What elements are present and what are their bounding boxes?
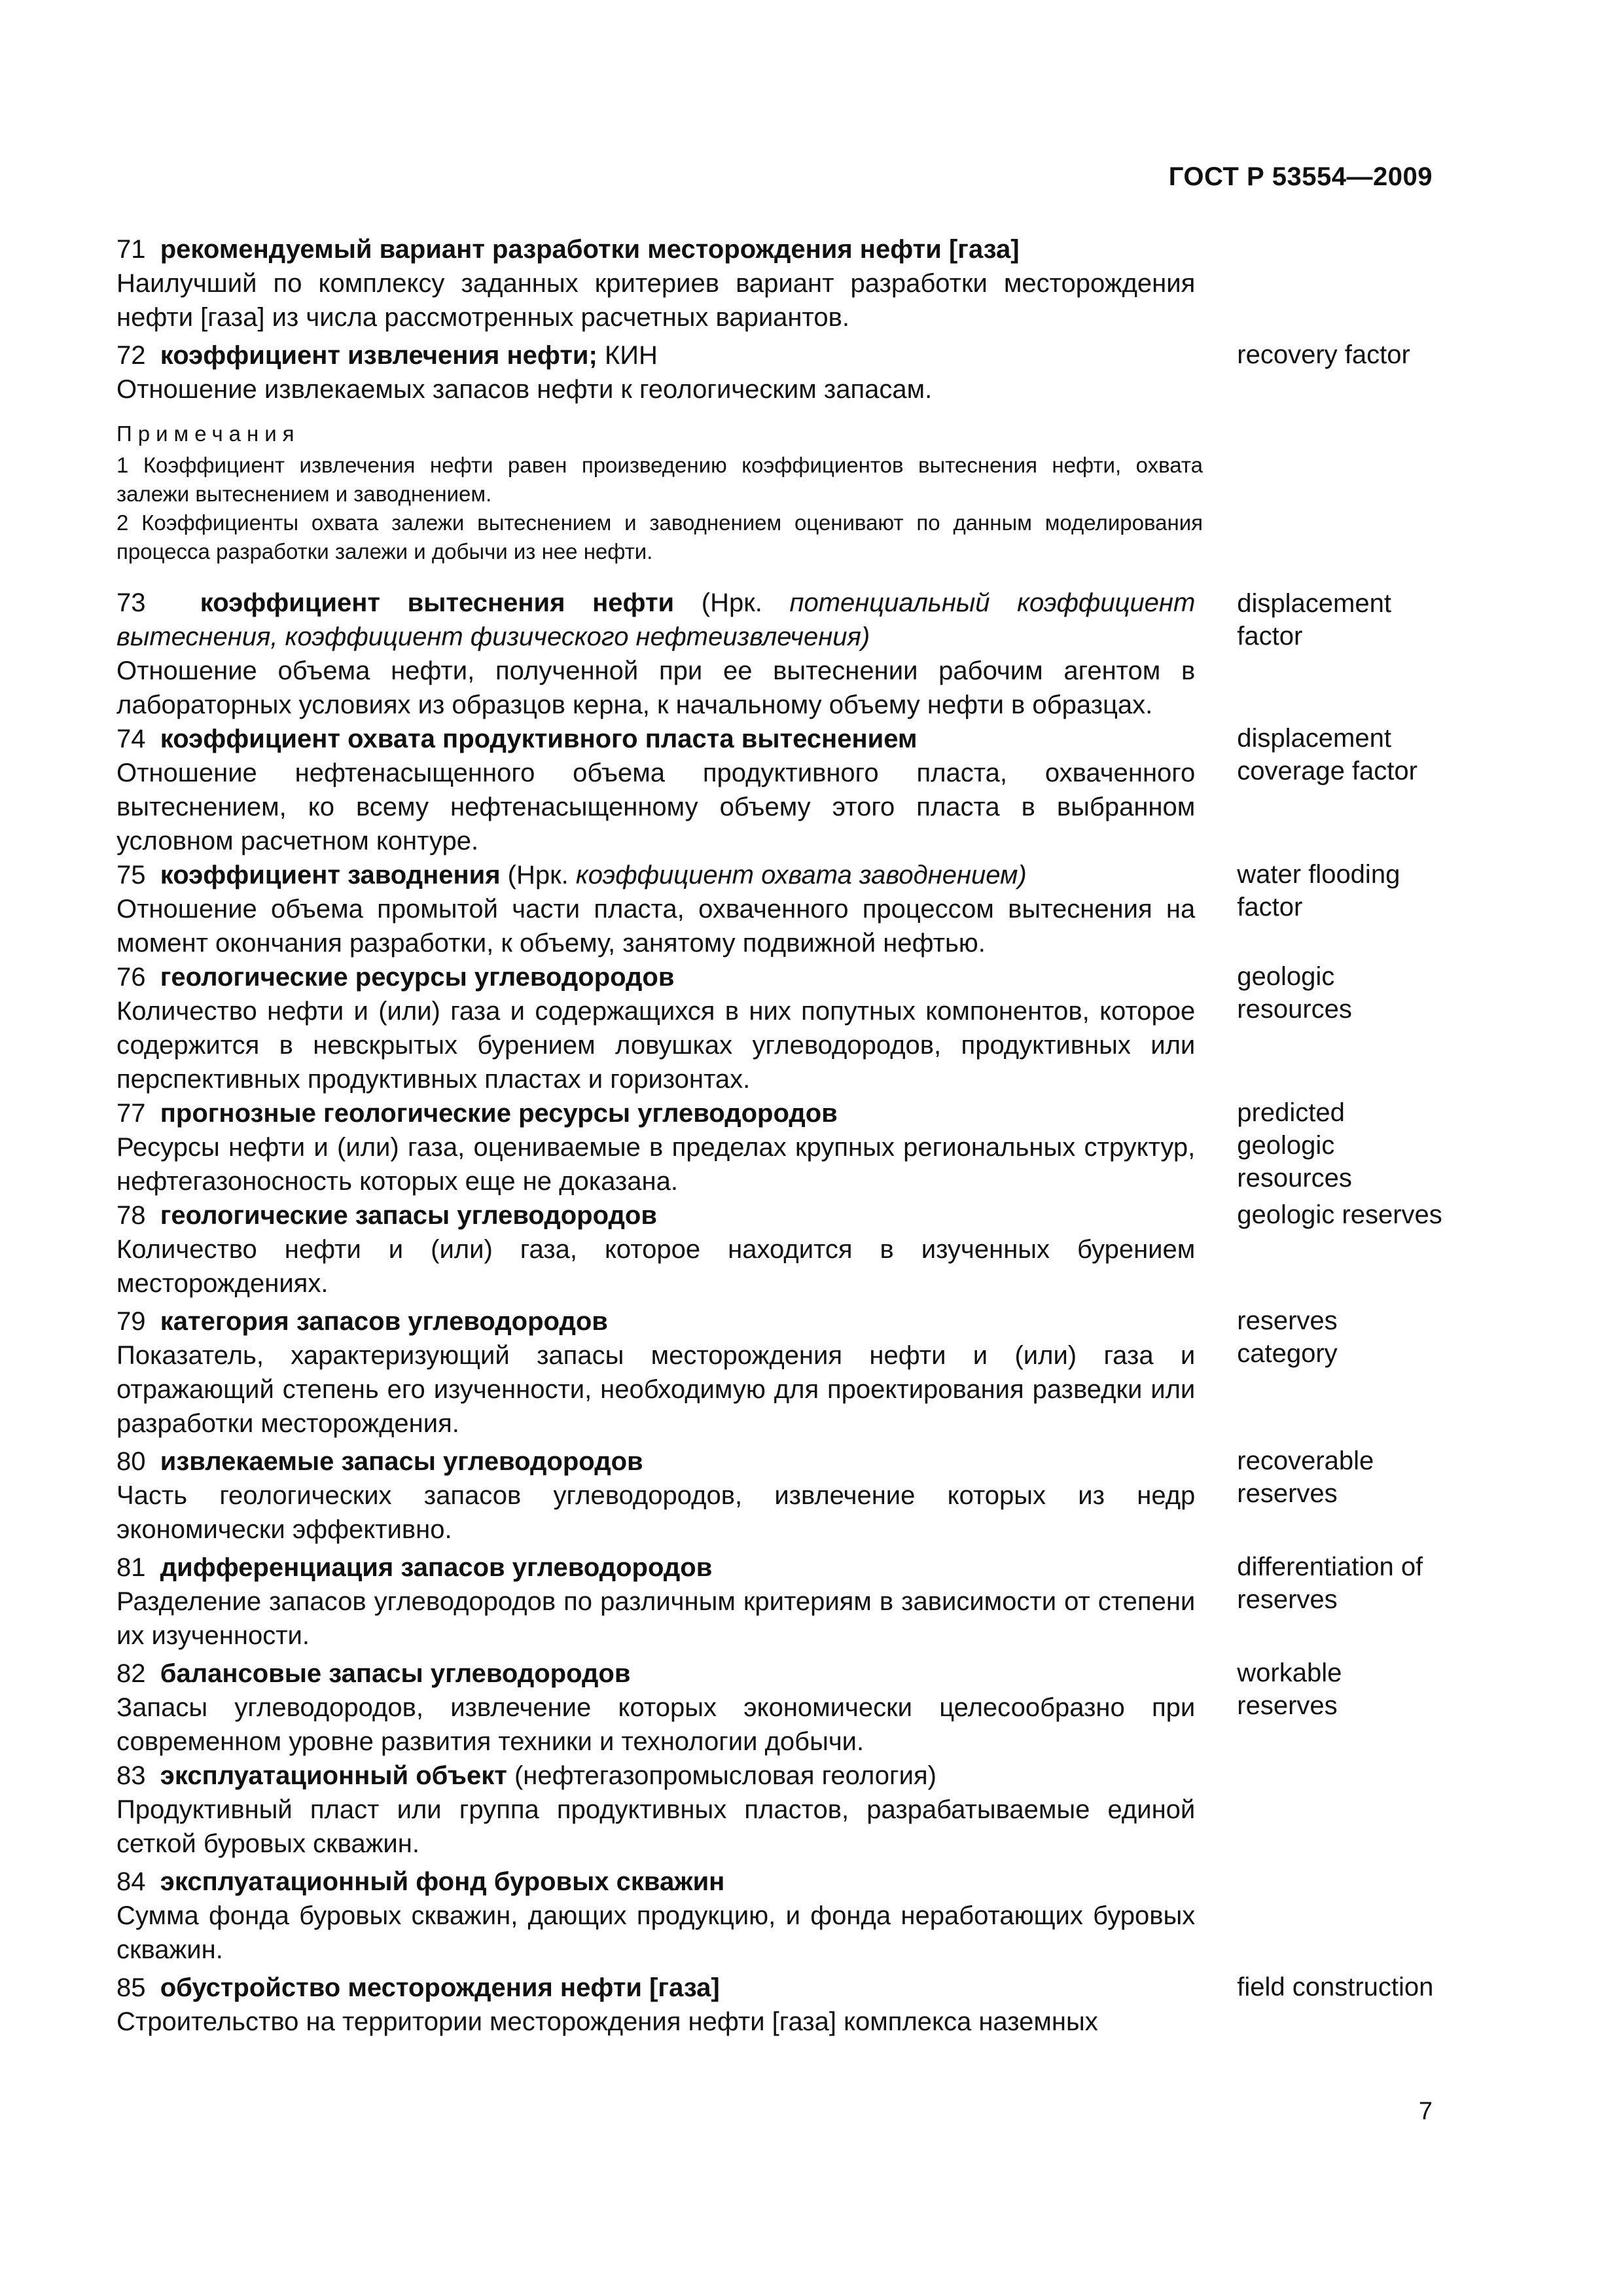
english-equivalent: displacement coverage factor xyxy=(1237,724,1418,785)
term-definition: Часть геологических запасов углеводородов, извлечение которых из недр экономически эффективно. xyxy=(116,1481,1196,1544)
term-number: 85 xyxy=(116,1973,146,2002)
note-item-1: 1 Коэффициент извлечения нефти равен произведению коэффициентов вытеснения нефти, охвата залежи вытеснением и заводнением. xyxy=(116,453,1203,506)
term-definition: Отношение объема нефти, полученной при ее вытеснении рабочим агентом в лабораторных условиях из образцов керна, к начальному объему нефти в образцах. xyxy=(116,656,1196,719)
term-entry-75 xyxy=(116,858,1445,960)
term-entry-78 xyxy=(116,1198,1445,1300)
term-not-recommended-prefix: (Нрк. xyxy=(674,588,790,617)
english-equivalent: displacement factor xyxy=(1237,589,1391,651)
notes-heading: Примечания xyxy=(116,422,300,446)
term-number: 84 xyxy=(116,1867,146,1896)
term-number: 76 xyxy=(116,963,146,992)
term-title: геологические запасы углеводородов xyxy=(160,1201,657,1230)
english-equivalent: water flooding factor xyxy=(1237,860,1400,922)
term-number: 73 xyxy=(116,588,146,617)
term-domain: (нефтегазопромысловая геология) xyxy=(507,1761,936,1790)
term-number: 78 xyxy=(116,1201,146,1230)
english-equivalent: recoverable reserves xyxy=(1237,1446,1374,1508)
term-number: 79 xyxy=(116,1307,146,1336)
term-number: 74 xyxy=(116,725,146,753)
term-not-recommended: потенциальный коэффициент вытеснения, коэффициент физического нефтеизвлечения) xyxy=(116,588,1196,651)
term-title: коэффициент извлечения нефти; xyxy=(160,341,597,370)
term-title: геологические ресурсы углеводородов xyxy=(160,963,675,992)
term-entry-80 xyxy=(116,1444,1445,1547)
term-number: 80 xyxy=(116,1447,146,1476)
term-title: коэффициент заводнения xyxy=(160,861,501,889)
term-title: коэффициент вытеснения нефти xyxy=(200,588,675,617)
english-equivalent: workable reserves xyxy=(1237,1659,1342,1720)
document-header: ГОСТ Р 53554—2009 xyxy=(1168,162,1433,191)
term-definition: Разделение запасов углеводородов по различным критериям в зависимости от степени их изученности. xyxy=(116,1587,1196,1650)
english-equivalent: field construction xyxy=(1237,1973,1434,2001)
term-title: дифференциация запасов углеводородов xyxy=(160,1553,713,1582)
english-equivalent: geologic resources xyxy=(1237,962,1352,1024)
term-definition: Запасы углеводородов, извлечение которых экономически целесообразно при современном уровне развития техники и технологии добычи. xyxy=(116,1693,1196,1756)
term-entry-79 xyxy=(116,1304,1445,1441)
term-entry-77 xyxy=(116,1096,1445,1198)
term-definition: Наилучший по комплексу заданных критериев вариант разработки месторождения нефти [газа] из числа рассмотренных расчетных вариантов. xyxy=(116,269,1196,332)
term-title: извлекаемые запасы углеводородов xyxy=(160,1447,643,1476)
term-number: 75 xyxy=(116,861,146,889)
english-equivalent: geologic reserves xyxy=(1237,1200,1442,1229)
english-equivalent: differentiation of reserves xyxy=(1237,1552,1423,1614)
term-title: обустройство месторождения нефти [газа] xyxy=(160,1973,720,2002)
term-title: рекомендуемый вариант разработки месторождения нефти [газа] xyxy=(160,235,1020,264)
term-definition: Продуктивный пласт или группа продуктивных пластов, разрабатываемые единой сеткой буровых скважин. xyxy=(116,1795,1196,1858)
term-number: 71 xyxy=(116,235,146,264)
term-abbreviation: КИН xyxy=(597,341,658,370)
term-not-recommended-prefix: (Нрк. xyxy=(500,861,576,889)
term-entry-83 xyxy=(116,1759,1445,1861)
term-number: 82 xyxy=(116,1659,146,1688)
term-number: 83 xyxy=(116,1761,146,1790)
term-entry-71 xyxy=(116,232,1445,334)
term-entry-76 xyxy=(116,960,1445,1096)
term-definition: Показатель, характеризующий запасы месторождения нефти и (или) газа и отражающий степень его изученности, необходимую для проектирования разведки или разработки месторождения. xyxy=(116,1341,1196,1438)
term-definition: Отношение извлекаемых запасов нефти к геологическим запасам. xyxy=(116,375,933,404)
term-number: 72 xyxy=(116,341,146,370)
page-number: 7 xyxy=(1418,2098,1433,2125)
term-definition: Сумма фонда буровых скважин, дающих продукцию, и фонда неработающих буровых скважин. xyxy=(116,1901,1196,1964)
term-definition: Ресурсы нефти и (или) газа, оцениваемые в пределах крупных региональных структур, нефтегазоносность которых еще не доказана. xyxy=(116,1133,1196,1196)
term-title: эксплуатационный фонд буровых скважин xyxy=(160,1867,725,1896)
term-number: 81 xyxy=(116,1553,146,1582)
term-entry-82 xyxy=(116,1657,1445,1759)
term-entry-84 xyxy=(116,1865,1445,1967)
term-definition: Отношение нефтенасыщенного объема продуктивного пласта, охваченного вытеснением, ко всему нефтенасыщенному объему этого пласта в выбранном условном расчетном контуре. xyxy=(116,759,1196,855)
note-item-2: 2 Коэффициенты охвата залежи вытеснением и заводнением оценивают по данным моделирования процесса разработки залежи и добычи из нее нефти. xyxy=(116,511,1203,564)
term-entry-85 xyxy=(116,1971,1445,2039)
term-definition: Количество нефти и (или) газа и содержащихся в них попутных компонентов, которое содержится в невскрытых бурением ловушках углеводородов, продуктивных или перспективных продуктивных пластах и горизонтах. xyxy=(116,997,1196,1094)
term-title: категория запасов углеводородов xyxy=(160,1307,608,1336)
term-not-recommended: коэффициент охвата заводнением) xyxy=(575,861,1027,889)
term-entry-72 xyxy=(116,338,1445,406)
english-equivalent: recovery factor xyxy=(1237,340,1410,369)
term-number: 77 xyxy=(116,1099,146,1128)
term-entry-73 xyxy=(116,586,1445,722)
term-definition: Строительство на территории месторождения нефти [газа] комплекса наземных xyxy=(116,2007,1098,2036)
english-equivalent: predicted geologic resources xyxy=(1237,1098,1352,1193)
terms-list xyxy=(116,232,1445,2039)
term-title: коэффициент охвата продуктивного пласта вытеснением xyxy=(160,725,918,753)
term-title: прогнозные геологические ресурсы углеводородов xyxy=(160,1099,838,1128)
term-entry-74 xyxy=(116,722,1445,858)
term-definition: Количество нефти и (или) газа, которое находится в изученных бурением месторождениях. xyxy=(116,1235,1196,1298)
english-equivalent: reserves category xyxy=(1237,1306,1338,1368)
term-definition: Отношение объема промытой части пласта, охваченного процессом вытеснения на момент окончания разработки, к объему, занятому подвижной нефтью. xyxy=(116,895,1196,958)
notes-block xyxy=(116,420,1445,566)
term-entry-81 xyxy=(116,1551,1445,1653)
term-title: балансовые запасы углеводородов xyxy=(160,1659,631,1688)
term-title: эксплуатационный объект xyxy=(160,1761,507,1790)
